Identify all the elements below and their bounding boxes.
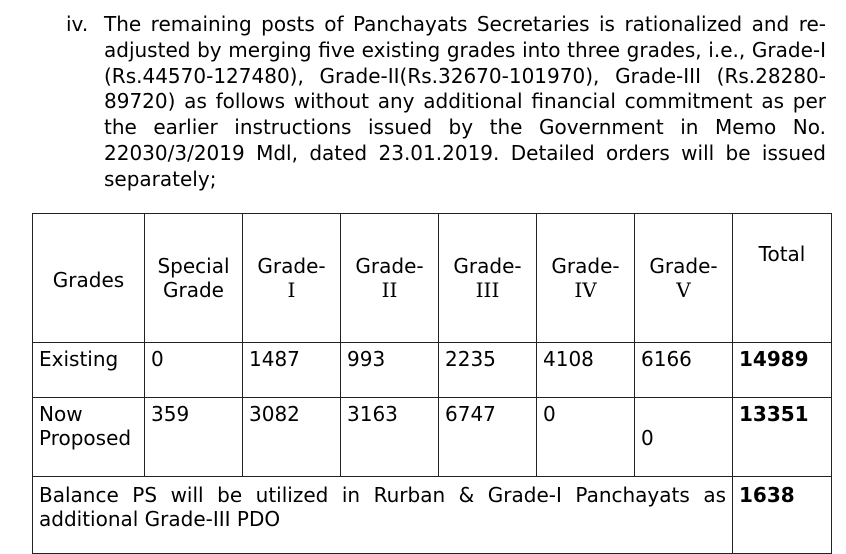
- header-grades: Grades: [33, 214, 145, 343]
- header-grade-3: Grade- III: [439, 214, 537, 343]
- header-grade-4: Grade- IV: [537, 214, 635, 343]
- cell-grade-5: 6166: [635, 343, 733, 398]
- row-label: Existing: [33, 343, 145, 398]
- cell-grade-2: 993: [341, 343, 439, 398]
- header-grade-5: Grade- V: [635, 214, 733, 343]
- paragraph-text: The remaining posts of Panchayats Secretaries is rationalized and re- adjusted by merging five existing grades into three grades, i.e., Grade-I (Rs.44570-127480), Grade-II(Rs.32670-101970), Grade-III (Rs.28280-89720) as follows without any additional financial commitment as per the earlier instructions issued by the Government in Memo No. 22030/3/2019 Mdl, dated 23.01.2019. Detailed orders will be issued separately;: [104, 12, 826, 191]
- header-special-grade: Special Grade: [145, 214, 243, 343]
- cell-grade-1: 3082: [243, 398, 341, 477]
- header-grade-2: Grade- II: [341, 214, 439, 343]
- cell-grade-4: 0: [537, 398, 635, 477]
- paragraph-number: iv.: [66, 12, 89, 36]
- cell-grade-3: 6747: [439, 398, 537, 477]
- header-total: Total: [733, 214, 832, 343]
- cell-grade-3: 2235: [439, 343, 537, 398]
- header-grade-1: Grade- I: [243, 214, 341, 343]
- table-header-row: [33, 214, 832, 343]
- row-label: Now Proposed: [33, 398, 145, 477]
- paragraph-iv: [66, 12, 826, 193]
- cell-special-grade: 0: [145, 343, 243, 398]
- table-row-existing: [33, 343, 832, 398]
- table-row-now-proposed: [33, 398, 832, 477]
- cell-total: 13351: [733, 398, 832, 477]
- cell-grade-2: 3163: [341, 398, 439, 477]
- table-row-balance: [33, 477, 832, 554]
- balance-note: Balance PS will be utilized in Rurban & Grade-I Panchayats as additional Grade-III PDO: [33, 477, 733, 554]
- grades-table: [32, 213, 832, 554]
- cell-grade-1: 1487: [243, 343, 341, 398]
- cell-special-grade: 359: [145, 398, 243, 477]
- cell-total: 14989: [733, 343, 832, 398]
- cell-balance-total: 1638: [733, 477, 832, 554]
- cell-grade-5: 0: [635, 398, 733, 477]
- cell-grade-4: 4108: [537, 343, 635, 398]
